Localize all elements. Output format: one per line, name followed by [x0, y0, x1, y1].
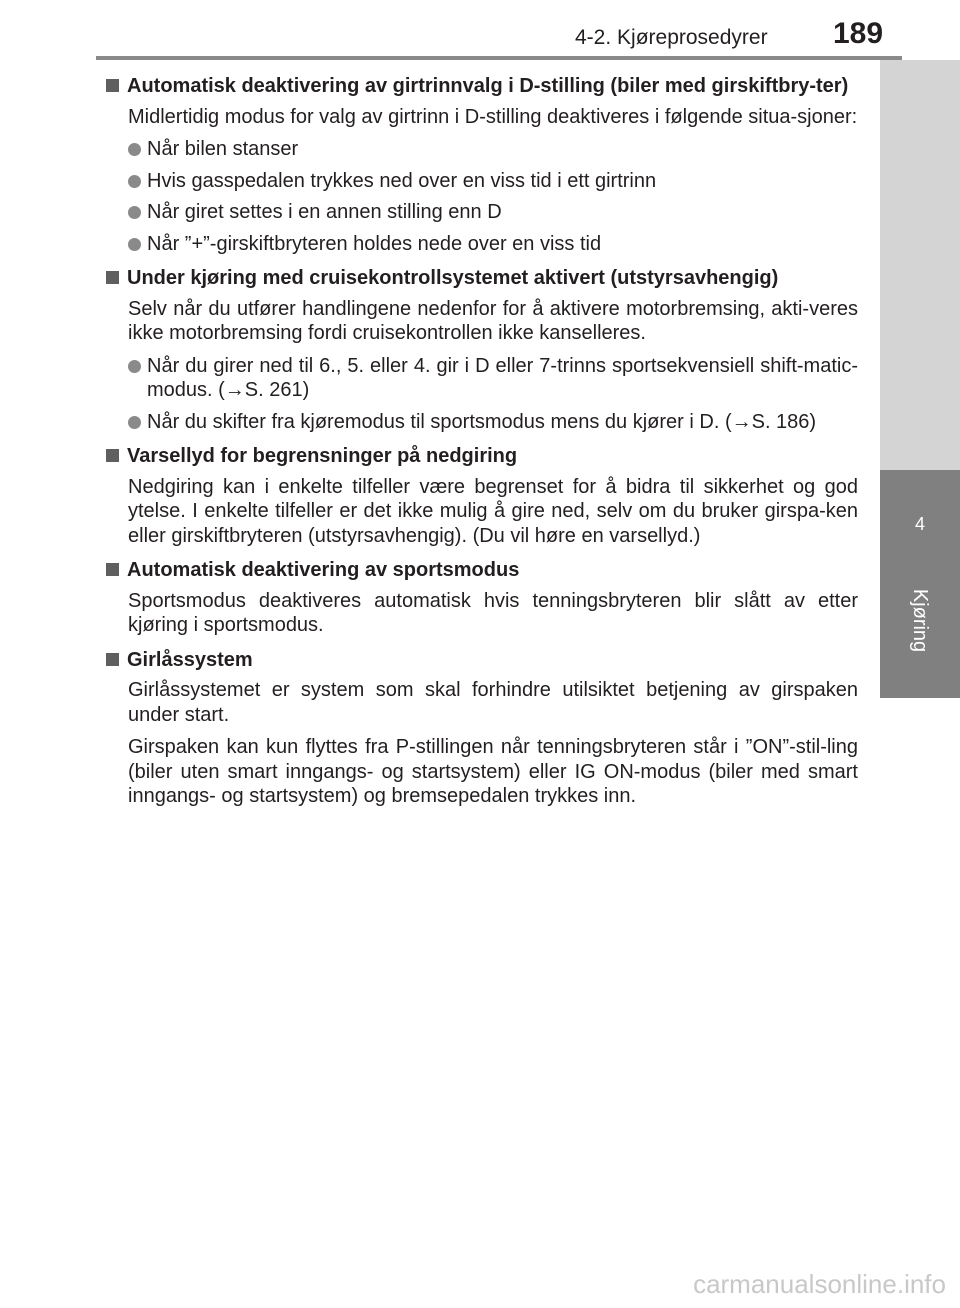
page-number: 189 [833, 17, 884, 50]
watermark: carmanualsonline.info [693, 1269, 946, 1299]
bullet-dot-icon [128, 416, 141, 429]
list-item-text: Når giret settes i en annen stilling enn D [147, 201, 502, 223]
section-heading [106, 266, 858, 291]
section-heading [106, 74, 858, 99]
section [106, 558, 858, 638]
paragraph: Selv når du utfører handlingene nedenfor for å aktivere motorbremsing, akti-veres ikke motorbremsing fordi cruisekontrollen ikke kanselleres. [128, 297, 858, 344]
chapter-label [880, 560, 960, 680]
section-heading [106, 444, 858, 469]
list-item [128, 354, 858, 403]
paragraph: Girspaken kan kun flyttes fra P-stillingen når tenningsbryteren står i ”ON”-stil-ling (biler uten smart inngangs- og startsystem) eller IG ON-modus (biler med smart inngangs- og startsystem) og bremsepedalen trykkes inn. [128, 736, 858, 807]
page-content [106, 74, 858, 819]
chapter-number: 4 [914, 514, 925, 534]
bullet-dot-icon [128, 143, 141, 156]
section-heading-text: Varsellyd for begrensninger på nedgiring [127, 445, 518, 467]
chapter-label-text: Kjøring [909, 588, 932, 652]
square-bullet-icon [106, 79, 119, 92]
list-item [128, 410, 858, 435]
bullet-dot-icon [128, 360, 141, 373]
section [106, 444, 858, 548]
list-item-text: Når du skifter fra kjøremodus til sportsmodus mens du kjører i D. (→S. 186) [147, 410, 817, 433]
bullet-list [128, 354, 858, 435]
list-item-text: Hvis gasspedalen trykkes ned over en viss tid i ett girtrinn [147, 169, 657, 192]
paragraph: Girlåssystemet er system som skal forhindre utilsiktet betjening av girspaken under start. [128, 679, 858, 726]
section [106, 266, 858, 434]
list-item [128, 169, 858, 194]
section-heading [106, 648, 858, 673]
list-item [128, 232, 858, 257]
bullet-list [128, 137, 858, 256]
list-item [128, 200, 858, 225]
section-title: 4-2. Kjøreprosedyrer [575, 26, 768, 49]
section [106, 648, 858, 809]
section-heading [106, 558, 858, 583]
square-bullet-icon [106, 653, 119, 666]
list-item-text: Når bilen stanser [147, 138, 299, 160]
section [106, 74, 858, 256]
list-item-text: Når du girer ned til 6., 5. eller 4. gir i D eller 7-trinns sportsekvensiell shift-matic-modus. (→S. 261) [147, 354, 858, 401]
paragraph: Midlertidig modus for valg av girtrinn i D-stilling deaktiveres i følgende situa-sjoner: [128, 105, 858, 128]
section-heading-text: Under kjøring med cruisekontrollsystemet aktivert (utstyrsavhengig) [127, 267, 779, 289]
list-item [128, 137, 858, 162]
bullet-dot-icon [128, 206, 141, 219]
square-bullet-icon [106, 271, 119, 284]
paragraph: Nedgiring kan i enkelte tilfeller være begrenset for å bidra til sikkerhet og god ytelse. I enkelte tilfeller er det ikke mulig å gire ned, selv om du bruker girspa-ken eller girskiftbryteren (utstyrsavhengig). (Du vil høre en varsellyd.) [128, 475, 858, 547]
list-item-text: Når ”+”-girskiftbryteren holdes nede over en viss tid [147, 232, 602, 255]
square-bullet-icon [106, 563, 119, 576]
bullet-dot-icon [128, 175, 141, 188]
paragraph: Sportsmodus deaktiveres automatisk hvis tenningsbryteren blir slått av etter kjøring i sportsmodus. [128, 589, 858, 636]
bullet-dot-icon [128, 238, 141, 251]
square-bullet-icon [106, 449, 119, 462]
section-heading-text: Automatisk deaktivering av girtrinnvalg i D-stilling (biler med girskiftbry-ter) [127, 75, 849, 97]
header-rule [96, 56, 902, 60]
side-bar-top [880, 60, 960, 470]
section-heading-text: Automatisk deaktivering av sportsmodus [127, 559, 520, 581]
section-heading-text: Girlåssystem [127, 648, 253, 671]
